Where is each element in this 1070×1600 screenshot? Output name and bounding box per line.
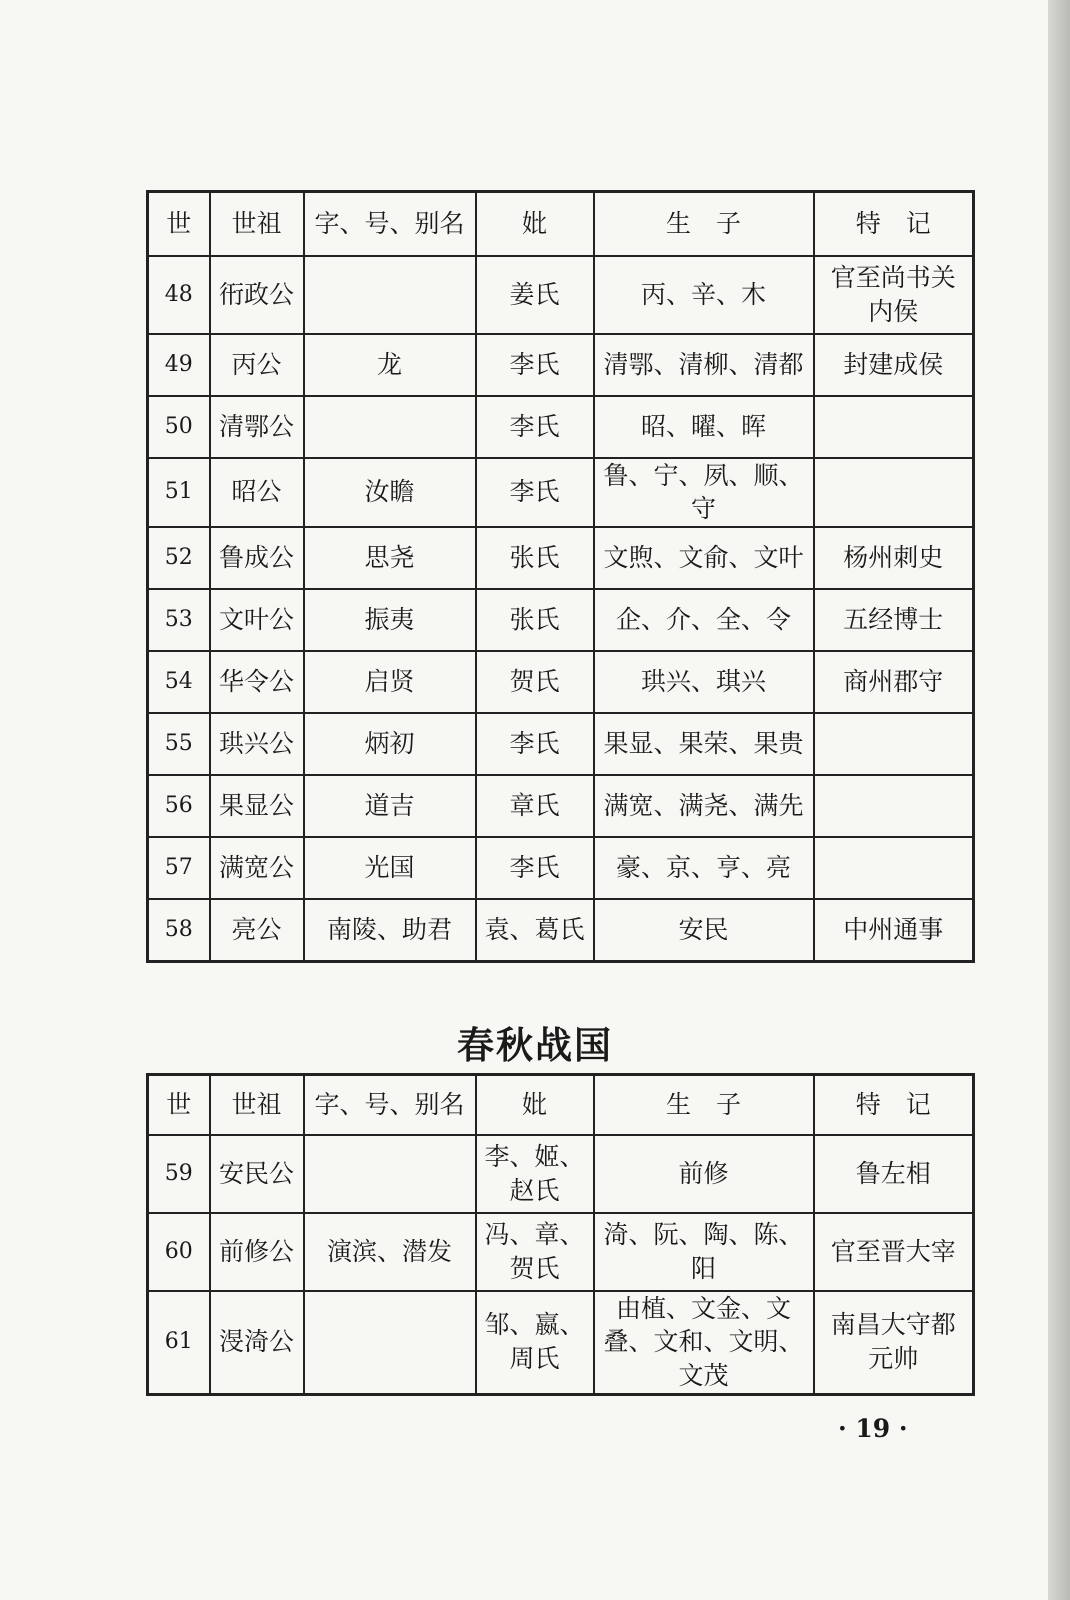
table-row: [148, 396, 974, 458]
cell-sons: 文煦、文俞、文叶: [594, 527, 814, 589]
cell-generation: 58: [148, 899, 210, 961]
table-row: [148, 458, 974, 528]
header-alias: 字、号、别名: [304, 1075, 476, 1135]
cell-generation: 61: [148, 1291, 210, 1395]
cell-ancestor: 果显公: [210, 775, 304, 837]
cell-generation: 49: [148, 334, 210, 396]
cell-generation: 57: [148, 837, 210, 899]
header-generation: 世: [148, 192, 210, 256]
cell-ancestor: 衎政公: [210, 256, 304, 334]
cell-ancestor: 华令公: [210, 651, 304, 713]
cell-wife: 章氏: [476, 775, 594, 837]
cell-notes: [814, 775, 974, 837]
cell-generation: 60: [148, 1213, 210, 1291]
cell-notes: [814, 713, 974, 775]
cell-sons: 珙兴、琪兴: [594, 651, 814, 713]
cell-sons: 豪、京、亨、亮: [594, 837, 814, 899]
cell-notes: [814, 837, 974, 899]
header-sons: 生 子: [594, 1075, 814, 1135]
table-header-row: [148, 1075, 974, 1135]
header-generation: 世: [148, 1075, 210, 1135]
cell-sons: 清鄂、清柳、清都: [594, 334, 814, 396]
table-row: [148, 589, 974, 651]
cell-sons: 丙、辛、木: [594, 256, 814, 334]
cell-alias: 思尧: [304, 527, 476, 589]
section-title: 春秋战国: [457, 1023, 613, 1067]
cell-wife: 李氏: [476, 837, 594, 899]
cell-alias: [304, 396, 476, 458]
cell-notes: 南昌大守都元帅: [814, 1291, 974, 1395]
genealogy-table-2: [146, 1073, 975, 1396]
cell-generation: 50: [148, 396, 210, 458]
table-row: [148, 775, 974, 837]
cell-notes: 杨州刺史: [814, 527, 974, 589]
cell-generation: 54: [148, 651, 210, 713]
cell-wife: 李氏: [476, 334, 594, 396]
table-row: [148, 1213, 974, 1291]
header-notes: 特 记: [814, 1075, 974, 1135]
header-ancestor: 世祖: [210, 1075, 304, 1135]
cell-alias: 龙: [304, 334, 476, 396]
table-row: [148, 651, 974, 713]
header-wife: 妣: [476, 1075, 594, 1135]
cell-notes: 中州通事: [814, 899, 974, 961]
table-row: [148, 899, 974, 961]
cell-generation: 52: [148, 527, 210, 589]
cell-ancestor: 亮公: [210, 899, 304, 961]
cell-alias: [304, 1291, 476, 1395]
table-row: [148, 837, 974, 899]
genealogy-table-1: [146, 190, 975, 963]
cell-notes: 封建成侯: [814, 334, 974, 396]
cell-wife: 姜氏: [476, 256, 594, 334]
cell-sons: 昭、曜、晖: [594, 396, 814, 458]
cell-wife: 邹、嬴、周氏: [476, 1291, 594, 1395]
header-ancestor: 世祖: [210, 192, 304, 256]
cell-sons: 鲁、宁、夙、顺、守: [594, 458, 814, 528]
cell-sons: 由植、文金、文叠、文和、文明、文茂: [594, 1291, 814, 1395]
cell-wife: 张氏: [476, 589, 594, 651]
cell-ancestor: 满宽公: [210, 837, 304, 899]
cell-sons: 满宽、满尧、满先: [594, 775, 814, 837]
table-row: [148, 256, 974, 334]
page-number: · 19 ·: [838, 1414, 908, 1443]
cell-alias: 南陵、助君: [304, 899, 476, 961]
cell-generation: 51: [148, 458, 210, 528]
header-alias: 字、号、别名: [304, 192, 476, 256]
cell-ancestor: 鲁成公: [210, 527, 304, 589]
cell-generation: 48: [148, 256, 210, 334]
cell-sons: 前修: [594, 1135, 814, 1213]
cell-notes: 官至晋大宰: [814, 1213, 974, 1291]
table-row: [148, 527, 974, 589]
cell-notes: 鲁左相: [814, 1135, 974, 1213]
cell-ancestor: 昭公: [210, 458, 304, 528]
table-row: [148, 713, 974, 775]
table-row: [148, 1135, 974, 1213]
table-row: [148, 334, 974, 396]
cell-ancestor: 珙兴公: [210, 713, 304, 775]
cell-notes: 商州郡守: [814, 651, 974, 713]
cell-ancestor: 安民公: [210, 1135, 304, 1213]
cell-generation: 59: [148, 1135, 210, 1213]
cell-ancestor: 清鄂公: [210, 396, 304, 458]
cell-alias: 光国: [304, 837, 476, 899]
cell-wife: 李氏: [476, 458, 594, 528]
header-wife: 妣: [476, 192, 594, 256]
cell-sons: 企、介、全、令: [594, 589, 814, 651]
cell-notes: [814, 396, 974, 458]
cell-generation: 53: [148, 589, 210, 651]
cell-wife: 贺氏: [476, 651, 594, 713]
cell-sons: 果显、果荣、果贵: [594, 713, 814, 775]
header-notes: 特 记: [814, 192, 974, 256]
cell-wife: 冯、章、贺氏: [476, 1213, 594, 1291]
cell-notes: 官至尚书关内侯: [814, 256, 974, 334]
cell-alias: 道吉: [304, 775, 476, 837]
table-row: [148, 1291, 974, 1395]
cell-generation: 56: [148, 775, 210, 837]
cell-sons: 安民: [594, 899, 814, 961]
cell-alias: 振夷: [304, 589, 476, 651]
header-sons: 生 子: [594, 192, 814, 256]
cell-ancestor: 文叶公: [210, 589, 304, 651]
cell-alias: 演滨、潜发: [304, 1213, 476, 1291]
table-header-row: [148, 192, 974, 256]
cell-ancestor: 丙公: [210, 334, 304, 396]
cell-notes: 五经博士: [814, 589, 974, 651]
cell-alias: 炳初: [304, 713, 476, 775]
cell-generation: 55: [148, 713, 210, 775]
cell-notes: [814, 458, 974, 528]
cell-alias: 汝瞻: [304, 458, 476, 528]
cell-wife: 李、姬、赵氏: [476, 1135, 594, 1213]
cell-ancestor: 前修公: [210, 1213, 304, 1291]
page-edge-shadow: [1048, 0, 1070, 1600]
cell-sons: 渏、阮、陶、陈、阳: [594, 1213, 814, 1291]
cell-wife: 李氏: [476, 396, 594, 458]
cell-alias: [304, 256, 476, 334]
cell-alias: 启贤: [304, 651, 476, 713]
cell-wife: 李氏: [476, 713, 594, 775]
cell-wife: 袁、葛氏: [476, 899, 594, 961]
cell-alias: [304, 1135, 476, 1213]
cell-ancestor: 渂渏公: [210, 1291, 304, 1395]
cell-wife: 张氏: [476, 527, 594, 589]
